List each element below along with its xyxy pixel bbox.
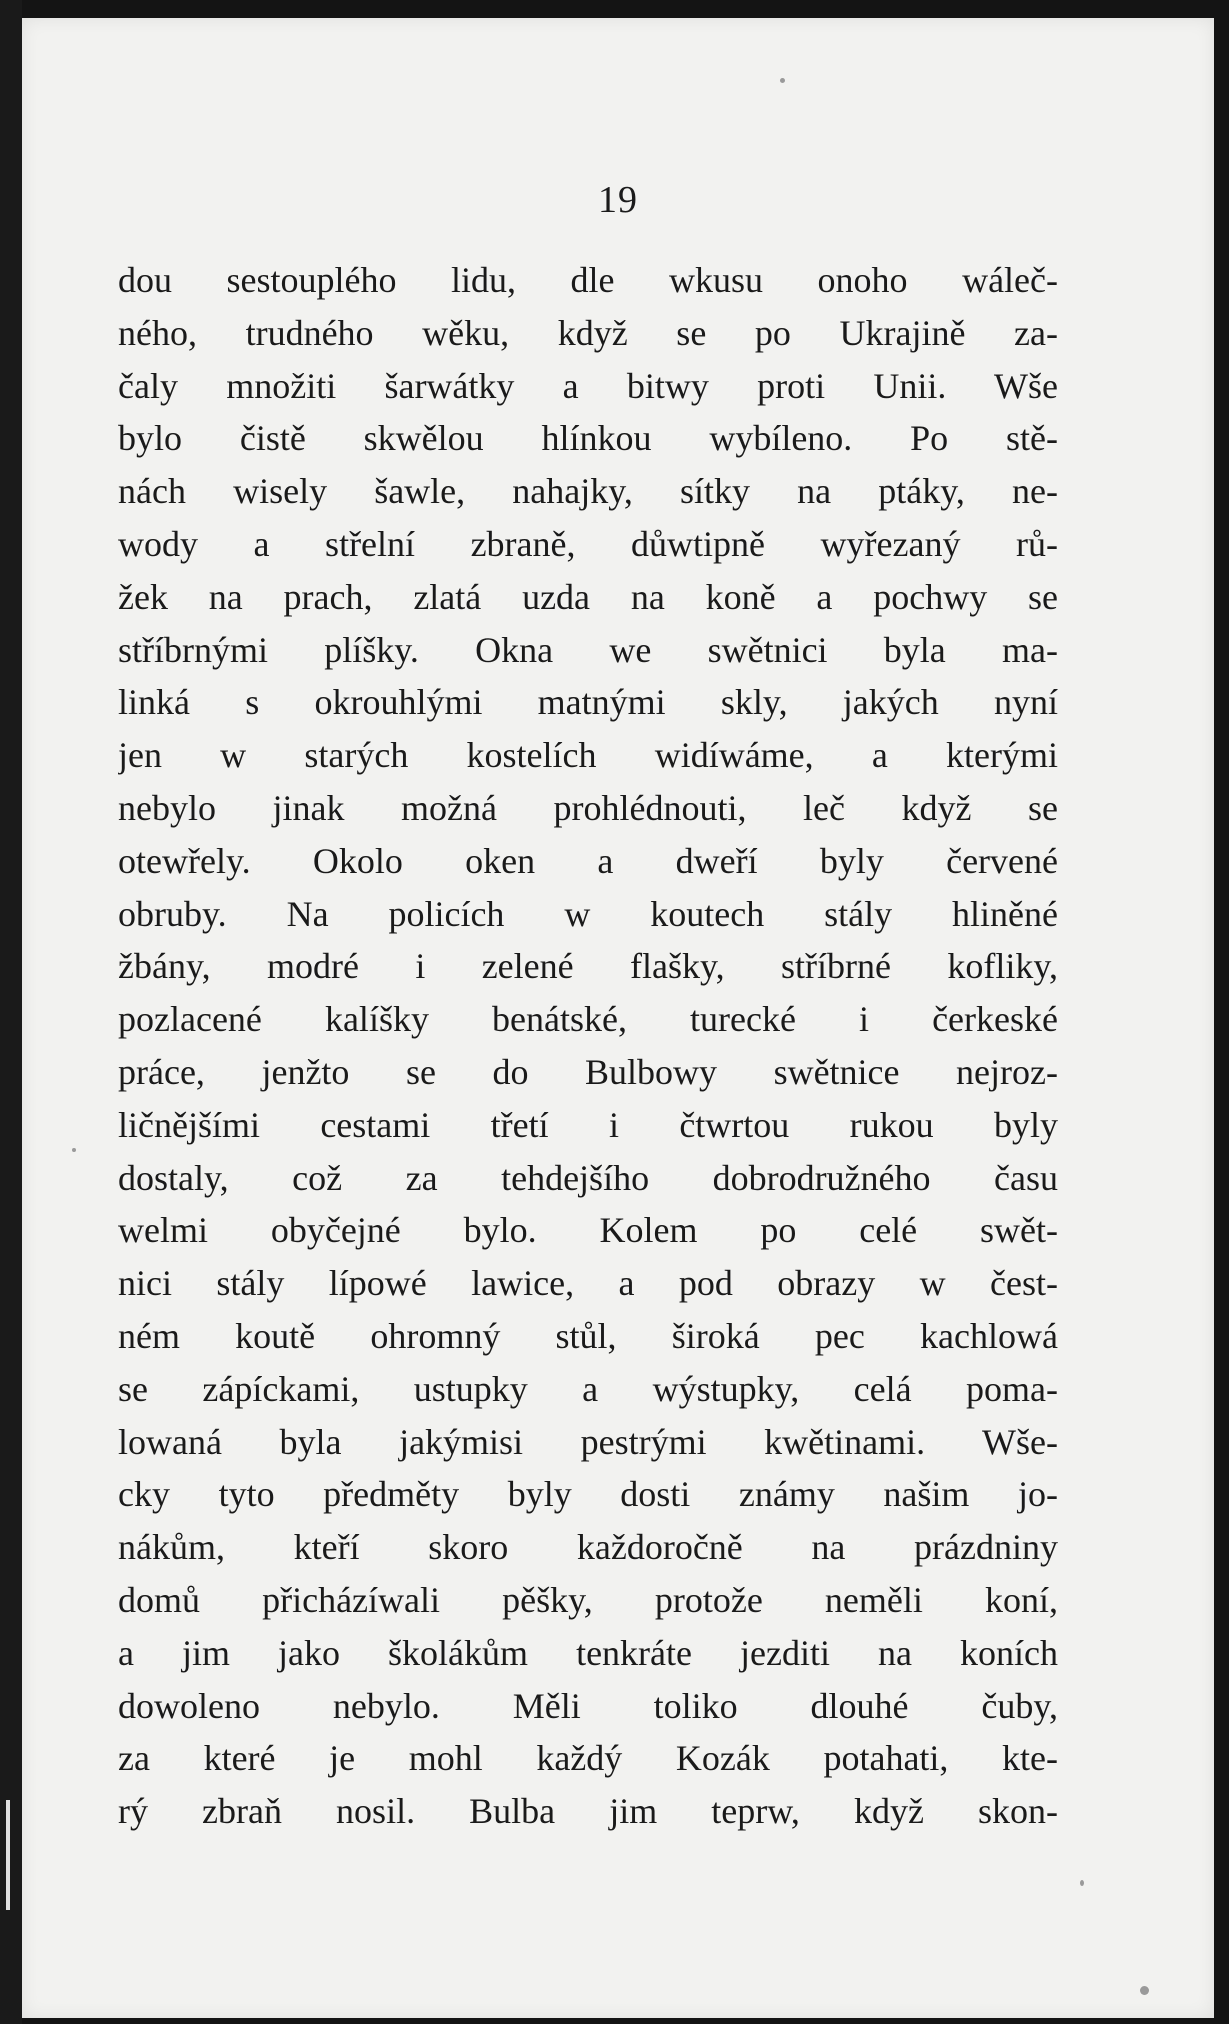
text-line: nici stály lípowé lawice, a pod obrazy w čest-	[118, 1263, 1058, 1304]
text-line: linká s okrouhlými matnými skly, jakých nyní	[118, 682, 1058, 723]
text-line: lowaná byla jakýmisi pestrými kwětinami. Wše-	[118, 1421, 1058, 1462]
text-line: za které je mohl každý Kozák potahati, kte-	[118, 1738, 1058, 1779]
body-text	[118, 254, 1058, 1838]
book-page	[22, 18, 1214, 2018]
text-line: domů přicházíwali pěšky, protože neměli koní,	[118, 1579, 1058, 1620]
text-line: nebylo jinak možná prohlédnouti, leč když se	[118, 787, 1058, 828]
scan-speck	[72, 1148, 76, 1152]
text-line: se zápíckami, ustupky a wýstupky, celá poma-	[118, 1368, 1058, 1409]
text-line: žbány, modré i zelené flašky, stříbrné kofliky,	[118, 946, 1058, 987]
page-number: 19	[598, 179, 638, 221]
scan-speck	[1080, 1880, 1084, 1886]
text-line: ného, trudného wěku, když se po Ukrajině za-	[118, 312, 1058, 353]
text-line: ném koutě ohromný stůl, široká pec kachlowá	[118, 1315, 1058, 1356]
text-line: jen w starých kostelích widíwáme, a kterými	[118, 735, 1058, 776]
text-line: bylo čistě skwělou hlínkou wybíleno. Po stě-	[118, 418, 1058, 459]
text-line: rý zbraň nosil. Bulba jim teprw, když skon-	[118, 1791, 1058, 1832]
scan-left-edge	[0, 0, 22, 2024]
text-line: wody a střelní zbraně, důwtipně wyřezaný rů-	[118, 523, 1058, 564]
scan-speck	[1140, 1986, 1149, 1995]
text-line: dowoleno nebylo. Měli toliko dlouhé čuby,	[118, 1685, 1058, 1726]
text-line: ličnějšími cestami třetí i čtwrtou rukou byly	[118, 1104, 1058, 1145]
text-line: dostaly, což za tehdejšího dobrodružného času	[118, 1157, 1058, 1198]
text-line: otewřely. Okolo oken a dweří byly červené	[118, 840, 1058, 881]
text-line: žek na prach, zlatá uzda na koně a pochwy se	[118, 576, 1058, 617]
text-line: obruby. Na policích w koutech stály hliněné	[118, 893, 1058, 934]
text-line: cky tyto předměty byly dosti známy našim jo-	[118, 1474, 1058, 1515]
text-line: nách wisely šawle, nahajky, sítky na ptáky, ne-	[118, 471, 1058, 512]
text-line: dou sestouplého lidu, dle wkusu onoho wáleč-	[118, 260, 1058, 300]
text-line: welmi obyčejné bylo. Kolem po celé swět-	[118, 1210, 1058, 1251]
text-line: práce, jenžto se do Bulbowy swětnice nejroz-	[118, 1051, 1058, 1092]
text-line: čaly množiti šarwátky a bitwy proti Unii. Wše	[118, 365, 1058, 406]
scan-edge-mark	[6, 1800, 10, 1910]
text-line: stříbrnými plíšky. Okna we swětnici byla ma-	[118, 629, 1058, 670]
text-line: nákům, kteří skoro každoročně na prázdniny	[118, 1527, 1058, 1568]
scan-speck	[780, 78, 785, 83]
text-line: pozlacené kalíšky benátské, turecké i čerkeské	[118, 999, 1058, 1040]
text-line: a jim jako školákům tenkráte jezditi na koních	[118, 1632, 1058, 1673]
